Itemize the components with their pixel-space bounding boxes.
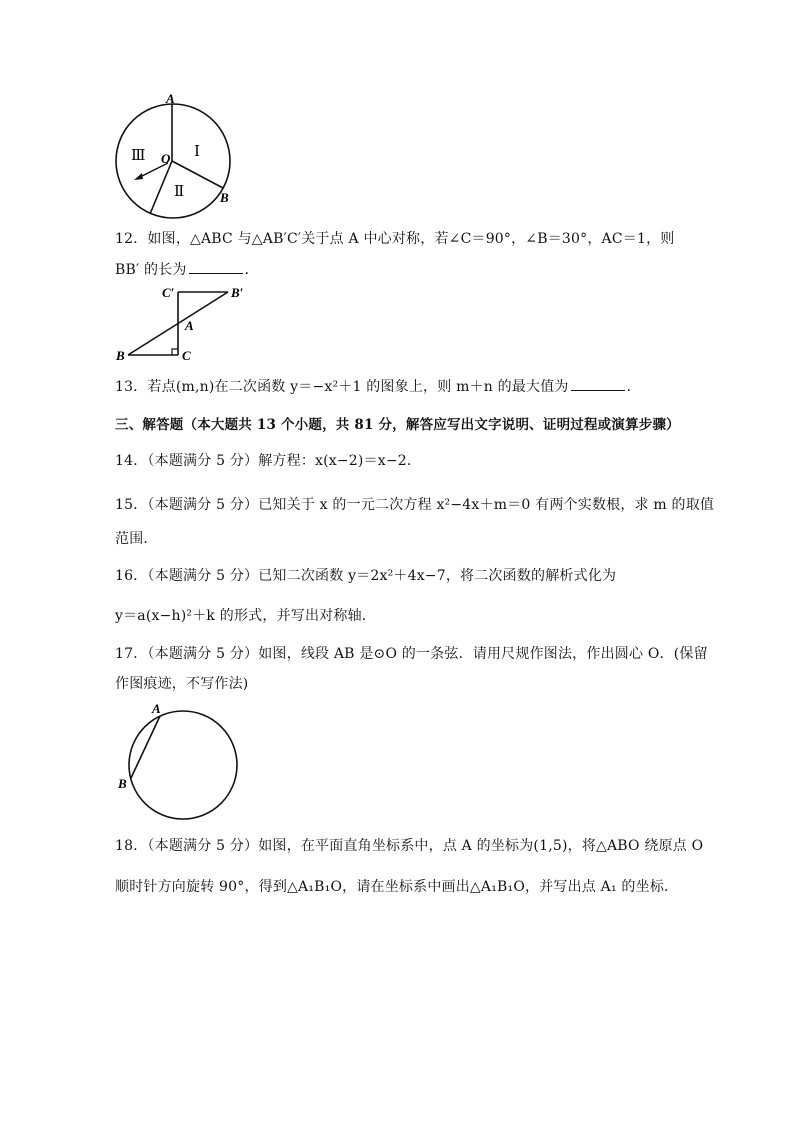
label-c-prime: C′ xyxy=(162,285,175,300)
label-region-1: Ⅰ xyxy=(194,144,200,160)
q14-line: 14．（本题满分 5 分）解方程：x(x−2)＝x−2． xyxy=(115,453,422,469)
q13-line xyxy=(115,376,641,396)
label-o: O xyxy=(161,151,171,166)
label-region-3: Ⅲ xyxy=(131,148,146,164)
circle-sectors-figure xyxy=(110,92,250,222)
q12-line2 xyxy=(115,259,259,279)
q18-line2: 顺时针方向旋转 90°，得到△A₁B₁O，请在坐标系中画出△A₁B₁O，并写出点 A₁ 的坐标． xyxy=(115,879,679,895)
q15-line2: 范围． xyxy=(115,531,158,547)
label-a: A xyxy=(152,701,161,716)
label-b: B xyxy=(118,776,127,791)
label-a: A xyxy=(166,92,175,106)
q12-line2-pre: BB′ 的长为 xyxy=(115,262,187,278)
label-b-prime: B′ xyxy=(231,285,244,300)
section-3-heading: 三、解答题（本大题共 13 个小题，共 81 分，解答应写出文字说明、证明过程或演算步骤） xyxy=(115,417,680,433)
label-b: B xyxy=(116,348,125,363)
q12-line2-post: ． xyxy=(244,262,259,278)
q13-post: ． xyxy=(626,379,641,395)
q17-line2: 作图痕迹，不写作法) xyxy=(115,676,249,692)
q13-text: 13．若点(m,n)在二次函数 y＝−x²＋1 的图象上，则 m＋n 的最大值为 xyxy=(115,379,569,395)
q16-line2: y＝a(x−h)²＋k 的形式，并写出对称轴． xyxy=(115,608,376,624)
q13-answer-blank xyxy=(571,378,625,391)
q12-line1: 12．如图，△ABC 与△AB′C′关于点 A 中心对称，若∠C＝90°，∠B＝30°，AC＝1，则 xyxy=(115,231,675,247)
q16-line1: 16．（本题满分 5 分）已知二次函数 y＝2x²＋4x−7，将二次函数的解析式化为 xyxy=(115,568,617,584)
circle-outline xyxy=(129,711,237,819)
q18-line1: 18．（本题满分 5 分）如图，在平面直角坐标系中，点 A 的坐标为(1,5)，将△ABO 绕原点 O xyxy=(115,838,704,854)
label-region-2: Ⅱ xyxy=(174,184,185,200)
label-a: A xyxy=(185,318,194,333)
pointer-arrowhead xyxy=(134,173,143,180)
q12-answer-blank xyxy=(189,261,243,274)
label-c: C xyxy=(182,348,191,363)
radius-oc xyxy=(150,161,172,214)
triangles-figure xyxy=(110,282,260,364)
q17-line1: 17．（本题满分 5 分）如图，线段 AB 是⊙O 的一条弦．请用尺规作图法，作出圆心 O．(保留 xyxy=(115,646,708,662)
label-b: B xyxy=(220,190,229,205)
chord-circle-figure xyxy=(112,698,242,822)
right-angle-mark xyxy=(172,349,178,355)
q15-line1: 15．（本题满分 5 分）已知关于 x 的一元二次方程 x²−4x＋m＝0 有两个实数根，求 m 的取值 xyxy=(115,497,715,513)
